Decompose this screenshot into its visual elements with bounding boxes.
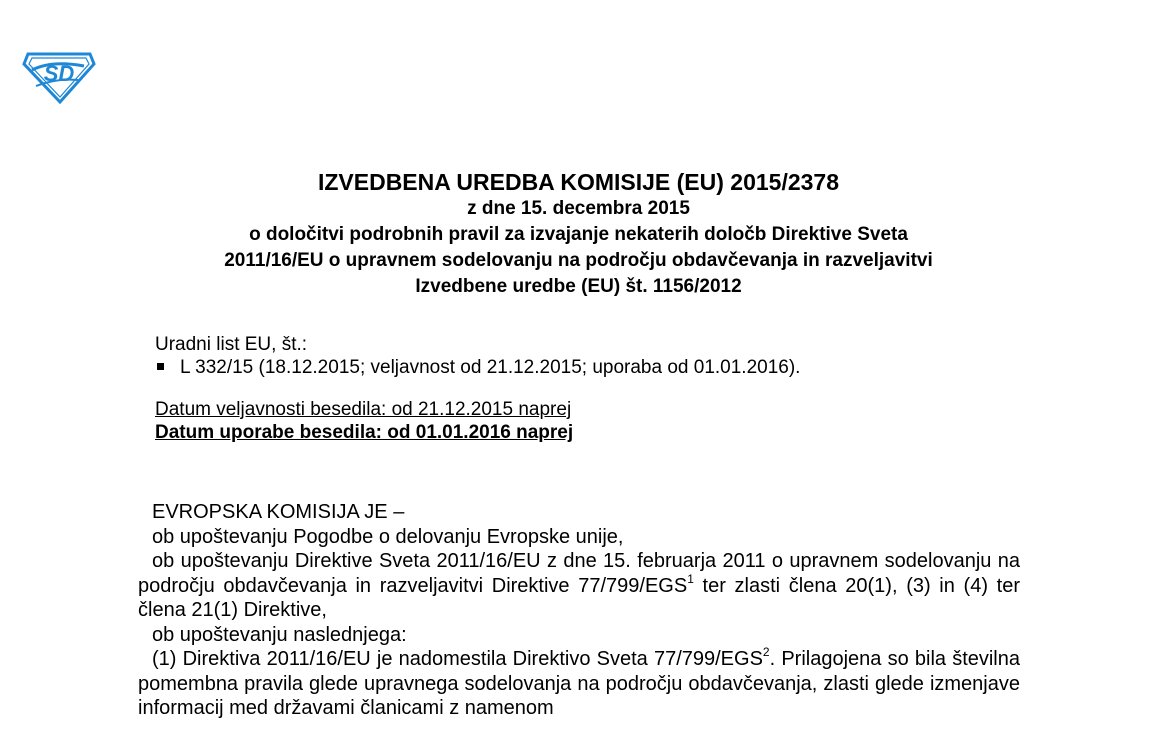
validity-dates [155,398,573,444]
document-subject-line-1: o določitvi podrobnih pravil za izvajanje nekaterih določb Direktive Sveta [249,224,908,245]
gazette-reference [155,333,800,379]
footnote-ref-2[interactable]: 2 [762,645,770,659]
document-title: IZVEDBENA UREDBA KOMISIJE (EU) 2015/2378 [317,169,840,195]
logo-lettering: SD [43,61,75,86]
recital-1-text: (1) Direktiva 2011/16/EU je nadomestila Direktivo Sveta 77/799/EGS [152,648,763,670]
recital-1-tail: . Prilagojena so bila številna pomembna pravila glede upravnega sodelovanja na področju obdavčevanja, zlasti glede izmenjave informacij med državami članicami z namenom [138,648,1021,719]
footnote-ref-1[interactable]: 1 [687,571,694,586]
gazette-label: Uradni list EU, št.: [155,334,308,355]
recital-whereas: ob upoštevanju naslednjega: [152,623,407,646]
recital-directive [138,549,1020,623]
square-bullet-icon [157,363,164,370]
gazette-list-item [155,356,800,379]
document-body [138,500,1020,721]
document-subject-line-3: Izvedbene uredbe (EU) št. 1156/2012 [415,276,742,297]
document-date: z dne 15. decembra 2015 [467,198,690,219]
recital-1 [138,647,1020,721]
validity-date: Datum veljavnosti besedila: od 21.12.2015 naprej [155,399,572,420]
gazette-item-text: L 332/15 (18.12.2015; veljavnost od 21.12.2015; uporaba od 01.01.2016). [180,357,801,378]
preamble-heading: EVROPSKA KOMISIJA JE – [152,501,405,523]
document-title-block [0,168,1157,300]
document-subject-line-2: 2011/16/EU o upravnem sodelovanju na področju obdavčevanja in razveljavitvi [224,250,933,271]
recital-directive-tail: ter zlasti člena 20(1), (3) in (4) ter člena 21(1) Direktive, [138,574,1020,621]
application-date: Datum uporabe besedila: od 01.01.2016 naprej [155,422,574,443]
recital-treaty: ob upoštevanju Pogodbe o delovanju Evropske unije, [152,525,624,548]
recital-directive-text: ob upoštevanju Direktive Sveta 2011/16/EU z dne 15. februarja 2011 o upravnem sodelovanju na področju obdavčevanja in razveljavitvi Direktive 77/799/EGS [138,550,1020,597]
sd-logo [22,48,96,104]
